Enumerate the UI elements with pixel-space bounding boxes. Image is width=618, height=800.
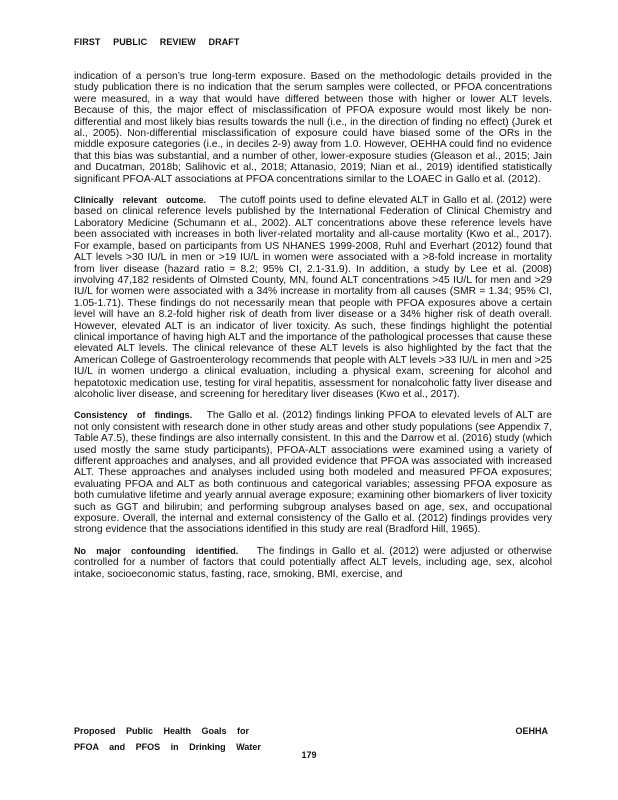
section-heading-confounding: No major confounding identified. (74, 545, 239, 556)
footer-document-title: Proposed Public Health Goals for (74, 726, 250, 736)
paragraph-text: The findings in Gallo et al. (2012) were adjusted or otherwise controlled for a number of factors that could potentially affect ALT levels, including age, sex, alcohol intake, socioeconomic status, fasting, race, smoking, BMI, exercise, and (74, 545, 552, 580)
footer-agency: OEHHA (515, 726, 548, 736)
paragraph-consistency (74, 410, 552, 535)
paragraph-text: The Gallo et al. (2012) findings linking PFOA to elevated levels of ALT are not only consistent with research done in other study areas and other study populations (see Appendix 7, Table A7.5), these findings are also internally consistent. In this and the Darrow et al. (2016) study (which used mostly the same study participants), PFOA-ALT associations were examined using a variety of different approaches and analyses, and all provided evidence that PFOA was associated with increased ALT. These approaches and analyses included using both modeled and measured PFOA exposures; evaluating PFOA and ALT as both continuous and categorical variables; assessing PFOA exposure as both cumulative lifetime and yearly annual average exposure; examining other biomarkers of liver toxicity such as GGT and bilirubin; and performing subgroup analyses based on age, sex, and occupational exposure. Overall, the internal and external consistency of the Gallo et al. (2012) findings provides very strong evidence that the associations identified in this study are real (Bradford Hill, 1965). (74, 410, 552, 536)
running-header: FIRST PUBLIC REVIEW DRAFT (74, 37, 240, 47)
paragraph-exposure-misclassification: indication of a person’s true long-term exposure. Based on the methodologic details provided in the study publication there is no indication that the serum samples were collected, or PFOA concentrations were measured, in a way that would have differed between those with higher or lower ALT levels. Because of this, the major effect of misclassification of PFOA exposure would most likely be non-differential and most likely bias results towards the null (i.e., in the direction of finding no effect) (Jurek et al., 2005). Non-differential misclassification of exposure could have biased some of the ORs in the middle exposure categories (i.e., in deciles 2-9) away from 1.0. However, OEHHA could find no evidence that this bias was substantial, and a number of other, lower-exposure studies (Gleason et al., 2015; Jain and Ducatman, 2018b; Salihovic et al., 2018; Attanasio, 2019; Nian et al., 2019) identified statistically significant PFOA-ALT associations at PFOA concentrations similar to the LOAEC in Gallo et al. (2012). (74, 71, 552, 185)
page-number: 179 (301, 750, 317, 760)
document-body (74, 71, 552, 590)
section-heading-consistency: Consistency of findings. (74, 410, 193, 421)
footer-document-subtitle: PFOA and PFOS in Drinking Water (74, 742, 261, 752)
paragraph-confounding (74, 546, 552, 580)
paragraph-clinically-relevant (74, 195, 552, 400)
paragraph-text: The cutoff points used to define elevated ALT in Gallo et al. (2012) were based on clinical reference levels published by the International Federation of Clinical Chemistry and Laboratory Medicine (Schumann et al., 2002). ALT concentrations above these reference levels have been associated with increases in both liver-related mortality and all-cause mortality (Kwo et al., 2017). For example, based on participants from US NHANES 1999-2008, Ruhl and Everhart (2012) found that ALT levels >30 IU/L in men or >19 IU/L in women were associated with a >8-fold increase in mortality from liver disease (hazard ratio = 8.2; 95% CI, 2.1-31.9). In addition, a study by Lee et al. (2008) involving 47,182 residents of Olmsted County, MN, found ALT concentrations >45 IU/L for men and >29 IU/L for women were associated with a 34% increase in mortality from all causes (SMR = 1.34; 95% CI, 1.05-1.71). These findings do not necessarily mean that people with PFOA exposures above a certain level will have an 8.2-fold higher risk of death from liver disease or a 34% higher risk of death overall. However, elevated ALT is an indicator of liver toxicity. As such, these findings highlight the potential clinical importance of having high ALT and the importance of the pathological processes that cause these elevated ALT levels. The clinical relevance of these ALT levels is also highlighted by the fact that the American College of Gastroenterology recommends that people with ALT levels >33 IU/L in men and >25 IU/L in women undergo a clinical evaluation, including a physical exam, screening for alcohol and hepatotoxic medication use, testing for viral hepatitis, assessment for nonalcoholic fatty liver disease and alcoholic liver disease, and screening for hereditary liver diseases (Kwo et al., 2017). (74, 195, 552, 400)
section-heading-clinically-relevant: Clinically relevant outcome. (74, 195, 207, 206)
